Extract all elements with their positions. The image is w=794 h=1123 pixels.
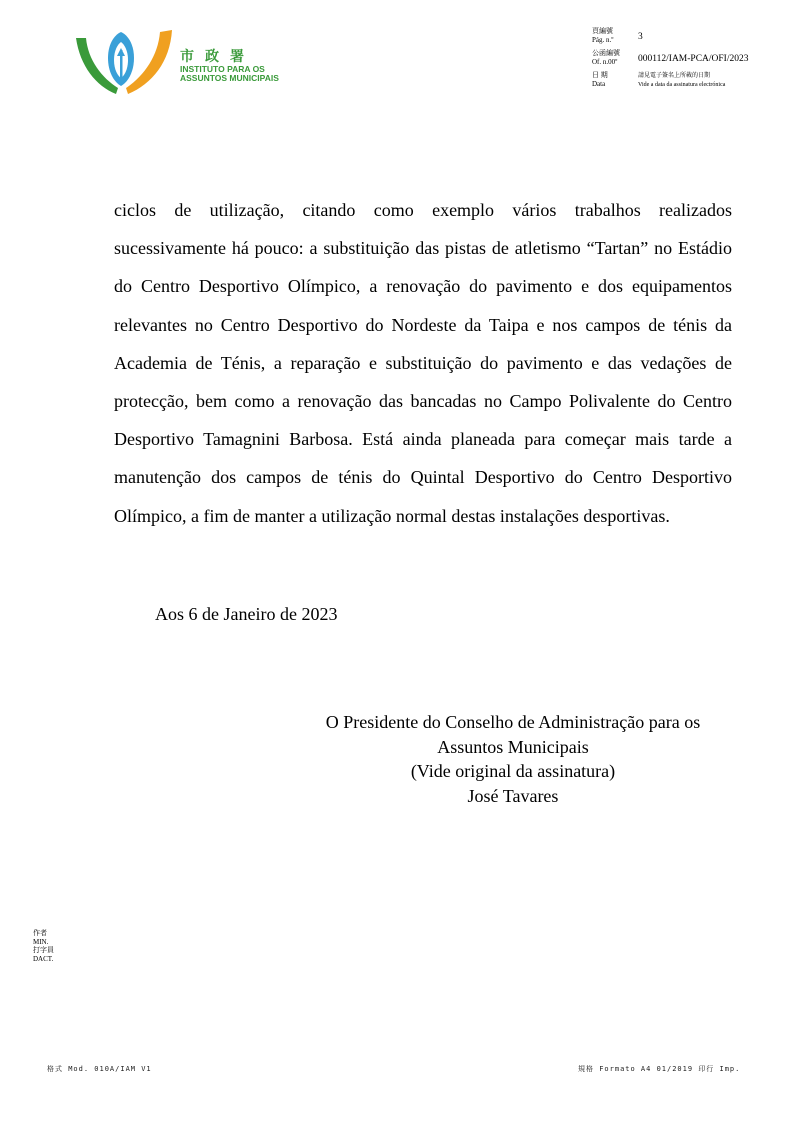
- body-paragraph: ciclos de utilização, citando como exemplo vários trabalhos realizados sucessivamente há pouco: a substituição das pistas de atletismo “Tartan” no Estádio do Centro Desportivo Olímpico, a renovação do pavimento e dos equipamentos relevantes no Centro Desportivo do Nordeste da Taipa e nos campos de ténis da Academia de Ténis, a reparação e substituição do pavimento e das vedações de protecção, bem como a renovação das bancadas no Campo Polivalente do Centro Desportivo Tamagnini Barbosa. Está ainda planeada para começar mais tarde a manutenção dos campos de ténis do Quintal Desportivo do Centro Desportivo Olímpico, a fim de manter a utilização normal destas instalações desportivas.: [114, 200, 732, 526]
- iam-logo: [74, 28, 279, 98]
- logo-chinese-name: 市政署: [180, 49, 255, 65]
- author-label-cn: 作者: [33, 929, 47, 937]
- letter-number-label-cn: 公函編號: [592, 49, 620, 57]
- letter-date: Aos 6 de Janeiro de 2023: [155, 604, 338, 624]
- signature-note: (Vide original da assinatura): [410, 761, 616, 781]
- signature-block: [300, 710, 726, 808]
- page-number-value: 3: [638, 32, 643, 42]
- logo-portuguese-name-line1: INSTITUTO PARA OS: [180, 64, 265, 74]
- date-label-pt: Data: [592, 80, 606, 88]
- letter-number-value: 000112/IAM-PCA/OFI/2023: [638, 54, 749, 64]
- logo-portuguese-name-line2: ASSUNTOS MUNICIPAIS: [180, 73, 279, 83]
- footer-format: 規格 Formato A4 01/2019 印行 Imp.: [578, 1065, 741, 1073]
- author-block: [33, 929, 54, 963]
- author-initials: MIN.: [33, 937, 49, 946]
- signatory-title-line2: Assuntos Municipais: [437, 736, 589, 757]
- date-label-cn: 日 期: [592, 71, 608, 79]
- page-number-label-cn: 頁編號: [592, 27, 613, 35]
- page-number-label-pt: Pág. n.º: [592, 36, 614, 44]
- letter-number-label-pt: Of. n.00º: [592, 58, 618, 66]
- footer-form-model: 格式 Mod. 010A/IAM V1: [47, 1065, 152, 1073]
- signatory-title-line1: O Presidente do Conselho de Administração para os: [325, 712, 701, 732]
- signatory-name: José Tavares: [467, 785, 559, 806]
- typist-label-cn: 打字員: [33, 946, 54, 954]
- iam-emblem-icon: [74, 28, 178, 98]
- letter-body: [114, 191, 732, 535]
- date-value: 請見電子簽名上所載的日期 Vide a data da assinatura electrónica: [638, 73, 726, 88]
- typist-initials: DACT.: [33, 954, 54, 963]
